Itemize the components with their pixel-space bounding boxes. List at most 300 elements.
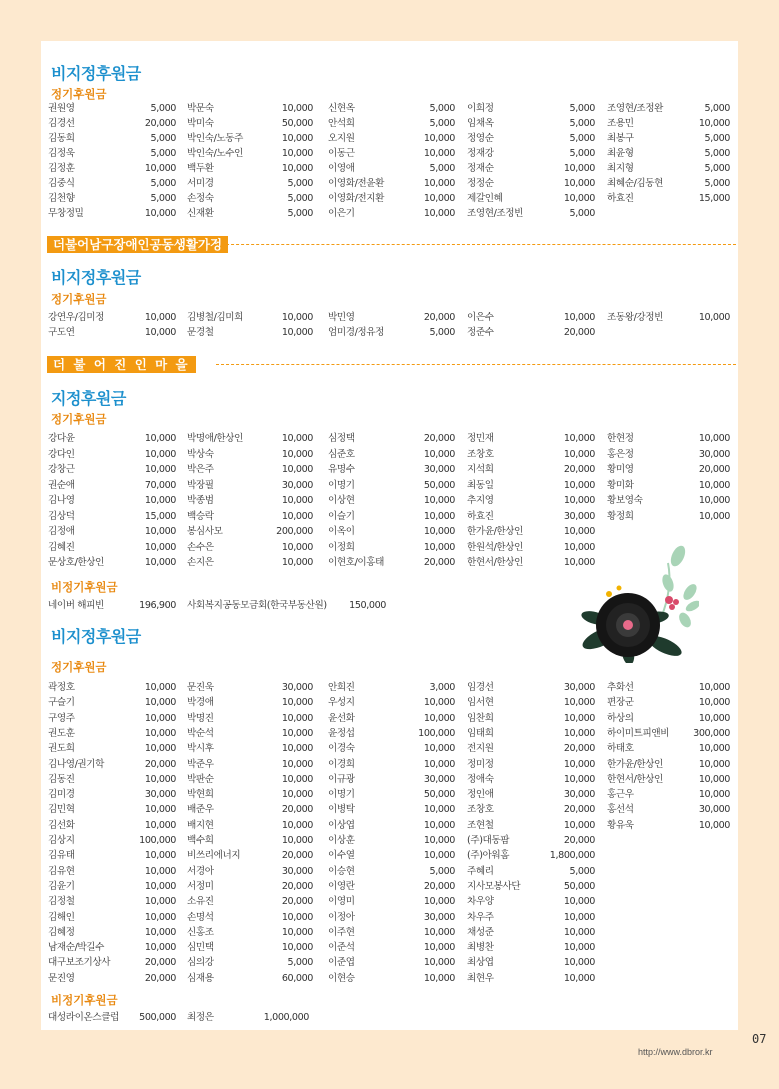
donor-amount: 10,000 <box>563 163 595 174</box>
donor-name: 소유진 <box>187 896 214 908</box>
donor-amount: 5,000 <box>429 103 455 114</box>
donor-name: 최상엽 <box>467 957 494 969</box>
donor-amount: 10,000 <box>698 118 730 129</box>
donor-name: 배준우 <box>187 804 214 816</box>
donor-name: 권원영 <box>48 103 75 114</box>
donor-amount: 10,000 <box>144 743 176 755</box>
donor-name: 이은수 <box>467 312 494 323</box>
donor-name: 정재강 <box>467 148 494 159</box>
donor-name: 김나영 <box>48 495 75 506</box>
donor-amount: 5,000 <box>569 148 595 159</box>
org-band: 더 불 어 진 인 마 을 <box>47 356 196 373</box>
donor-name: 임서현 <box>467 697 494 709</box>
donor-name: 이준석 <box>328 942 355 954</box>
donor-amount: 10,000 <box>144 850 176 862</box>
donor-name: 이슬기 <box>328 510 355 522</box>
donor-name: 김해인 <box>48 911 75 923</box>
subsection-heading: 정기후원금 <box>51 412 107 426</box>
subsection-heading: 비정기후원금 <box>51 993 118 1007</box>
donor-name: 정준수 <box>467 327 494 338</box>
donor-name: 이승현 <box>328 865 355 877</box>
donor-amount: 10,000 <box>698 433 730 444</box>
donor-amount: 10,000 <box>423 743 455 755</box>
donor-amount: 5,000 <box>569 865 595 877</box>
subsection-heading: 정기후원금 <box>51 292 107 306</box>
donor-name: 한현서/한상인 <box>467 557 524 568</box>
donor-amount: 10,000 <box>423 510 455 522</box>
donor-name: 한현서/한상인 <box>607 773 664 785</box>
donor-name: 최정은 <box>187 1012 214 1023</box>
donor-name: 구슬기 <box>48 697 75 709</box>
donor-amount: 10,000 <box>563 727 595 739</box>
donor-amount: 5,000 <box>287 193 313 204</box>
donor-name: 최봉구 <box>607 133 634 144</box>
donor-amount: 30,000 <box>563 682 595 693</box>
donor-name: 박판순 <box>187 773 214 785</box>
donor-name: 박명애/한상인 <box>187 433 244 444</box>
donor-name: 김상지 <box>48 835 75 846</box>
donor-amount: 30,000 <box>423 464 455 475</box>
donor-amount: 20,000 <box>563 743 595 755</box>
donor-name: 조영현/조정완 <box>607 103 664 114</box>
donor-name: 신홍조 <box>187 926 214 938</box>
donor-name: 전지원 <box>467 743 494 755</box>
donor-amount: 10,000 <box>563 526 595 537</box>
donor-amount: 10,000 <box>423 758 455 770</box>
donor-amount: 10,000 <box>563 773 595 785</box>
donor-name: 이은기 <box>328 208 355 219</box>
donor-amount: 50,000 <box>423 789 455 801</box>
donor-amount: 50,000 <box>423 479 455 491</box>
donor-amount: 10,000 <box>563 926 595 938</box>
donor-amount: 10,000 <box>563 433 595 444</box>
donor-amount: 10,000 <box>563 193 595 204</box>
donor-name: 이규광 <box>328 773 355 785</box>
donor-amount: 100,000 <box>418 727 455 739</box>
donor-name: 이경희 <box>328 758 355 770</box>
donor-amount: 10,000 <box>281 433 313 444</box>
donor-name: 박장필 <box>187 479 214 491</box>
donor-name: 신현옥 <box>328 103 355 114</box>
donor-name: 조용민 <box>607 118 634 129</box>
donor-name: 김선화 <box>48 819 75 831</box>
donor-name: 황보영숙 <box>607 495 643 506</box>
donor-amount: 30,000 <box>563 789 595 801</box>
donor-name: 안희진 <box>328 682 355 693</box>
donor-amount: 10,000 <box>281 926 313 938</box>
donor-amount: 10,000 <box>281 727 313 739</box>
donor-name: 이동근 <box>328 148 355 159</box>
donor-name: 대구보조기상사 <box>48 957 111 969</box>
dotted-divider <box>216 244 736 245</box>
donor-amount: 10,000 <box>281 163 313 174</box>
donor-name: 박명진 <box>187 712 214 724</box>
donor-amount: 10,000 <box>423 926 455 938</box>
donor-name: 홍근우 <box>607 789 634 801</box>
donor-name: 신재환 <box>187 208 214 219</box>
donor-amount: 20,000 <box>281 850 313 862</box>
donor-name: 손수은 <box>187 541 214 553</box>
donor-amount: 196,900 <box>139 600 176 611</box>
donor-name: 이명기 <box>328 479 355 491</box>
donor-amount: 10,000 <box>144 526 176 537</box>
donor-name: 이영란 <box>328 880 355 892</box>
donor-amount: 5,000 <box>569 103 595 114</box>
donor-amount: 10,000 <box>698 697 730 709</box>
donor-amount: 10,000 <box>144 682 176 693</box>
donor-name: 정재순 <box>467 163 494 174</box>
donor-amount: 20,000 <box>563 327 595 338</box>
donor-amount: 10,000 <box>144 880 176 892</box>
donor-amount: 10,000 <box>563 479 595 491</box>
donor-amount: 5,000 <box>287 208 313 219</box>
donor-amount: 20,000 <box>423 433 455 444</box>
donor-amount: 10,000 <box>698 712 730 724</box>
donor-name: 황미영 <box>607 464 634 475</box>
donor-amount: 10,000 <box>144 896 176 908</box>
donor-name: 백수희 <box>187 835 214 846</box>
donor-amount: 10,000 <box>423 133 455 144</box>
donor-amount: 20,000 <box>281 804 313 816</box>
donor-amount: 10,000 <box>281 464 313 475</box>
donor-name: 박시후 <box>187 743 214 755</box>
donor-amount: 10,000 <box>423 495 455 506</box>
donor-name: 이상훈 <box>328 835 355 846</box>
donor-amount: 10,000 <box>144 926 176 938</box>
donor-amount: 30,000 <box>423 773 455 785</box>
donor-amount: 10,000 <box>144 464 176 475</box>
donor-amount: 10,000 <box>281 789 313 801</box>
donor-name: 심민택 <box>187 942 214 954</box>
donor-amount: 10,000 <box>563 972 595 984</box>
donor-name: 정정순 <box>467 178 494 189</box>
donor-name: 배지현 <box>187 819 214 831</box>
donor-amount: 10,000 <box>423 896 455 908</box>
donor-name: 최병찬 <box>467 942 494 954</box>
donor-amount: 10,000 <box>281 835 313 846</box>
donor-name: 황유욱 <box>607 819 634 831</box>
donor-name: 조영현/조정빈 <box>467 208 524 219</box>
donor-amount: 150,000 <box>349 600 386 611</box>
donor-name: 박인숙/노동주 <box>187 133 244 144</box>
donor-amount: 30,000 <box>281 865 313 877</box>
donor-amount: 10,000 <box>563 957 595 969</box>
donor-name: 이상엽 <box>328 819 355 831</box>
donor-amount: 10,000 <box>563 819 595 831</box>
donor-amount: 1,000,000 <box>263 1012 309 1023</box>
donor-name: 황정희 <box>607 510 634 522</box>
donor-amount: 10,000 <box>423 193 455 204</box>
donor-name: 강다윤 <box>48 433 75 444</box>
donor-name: 손정숙 <box>187 193 214 204</box>
donor-name: 조현철 <box>467 819 494 831</box>
donor-name: 백두환 <box>187 163 214 174</box>
donor-name: 제갈인혜 <box>467 193 503 204</box>
donor-amount: 10,000 <box>144 697 176 709</box>
donor-name: 하태호 <box>607 743 634 755</box>
donor-amount: 10,000 <box>698 789 730 801</box>
donor-amount: 20,000 <box>423 312 455 323</box>
donor-amount: 30,000 <box>423 911 455 923</box>
donor-name: 박준우 <box>187 758 214 770</box>
donor-name: 박민영 <box>328 312 355 323</box>
section-heading: 비지정후원금 <box>51 268 141 287</box>
donor-amount: 10,000 <box>144 312 176 323</box>
donor-name: 김유현 <box>48 865 75 877</box>
donor-name: 봉심사모 <box>187 526 223 537</box>
donor-amount: 10,000 <box>423 972 455 984</box>
page-number: 07 <box>752 1032 767 1046</box>
donor-name: 문진욱 <box>187 682 214 693</box>
donor-name: 박문숙 <box>187 103 214 114</box>
donor-name: 하이미트피앤비 <box>607 727 670 739</box>
donor-amount: 10,000 <box>144 727 176 739</box>
donor-name: 김민혁 <box>48 804 75 816</box>
donor-name: 정애숙 <box>467 773 494 785</box>
donor-amount: 5,000 <box>569 208 595 219</box>
donor-amount: 10,000 <box>563 495 595 506</box>
donor-name: 차우양 <box>467 896 494 908</box>
donor-name: 권도희 <box>48 743 75 755</box>
donor-name: 김정욱 <box>48 148 75 159</box>
donor-name: 김동희 <box>48 133 75 144</box>
donor-name: 임채옥 <box>467 118 494 129</box>
donor-amount: 60,000 <box>281 972 313 984</box>
donor-amount: 10,000 <box>144 942 176 954</box>
donor-amount: 10,000 <box>144 208 176 219</box>
donor-amount: 10,000 <box>144 541 176 553</box>
donor-amount: 5,000 <box>704 148 730 159</box>
donor-amount: 20,000 <box>281 896 313 908</box>
donor-name: 곽정호 <box>48 682 75 693</box>
donor-amount: 50,000 <box>563 880 595 892</box>
donor-name: 박종범 <box>187 495 214 506</box>
donor-name: 오지원 <box>328 133 355 144</box>
donor-name: 박미숙 <box>187 118 214 129</box>
donor-name: 이영미 <box>328 896 355 908</box>
donor-amount: 10,000 <box>698 495 730 506</box>
donor-amount: 10,000 <box>144 865 176 877</box>
donor-name: 김미경 <box>48 789 75 801</box>
donor-name: 윤정섭 <box>328 727 355 739</box>
donor-name: 이경숙 <box>328 743 355 755</box>
donor-name: 최동일 <box>467 479 494 491</box>
donor-amount: 10,000 <box>281 510 313 522</box>
donor-name: 이정희 <box>328 541 355 553</box>
donor-name: 김경선 <box>48 118 75 129</box>
donor-name: 이병탁 <box>328 804 355 816</box>
donor-name: 박경애 <box>187 697 214 709</box>
donor-amount: 10,000 <box>423 526 455 537</box>
donor-amount: 5,000 <box>569 118 595 129</box>
donor-amount: 10,000 <box>281 911 313 923</box>
donor-name: 서경아 <box>187 865 214 877</box>
donor-amount: 5,000 <box>429 327 455 338</box>
donor-amount: 10,000 <box>144 804 176 816</box>
donor-amount: 10,000 <box>281 819 313 831</box>
donor-amount: 1,800,000 <box>549 850 595 862</box>
donor-amount: 10,000 <box>281 758 313 770</box>
donor-name: 김중식 <box>48 178 75 189</box>
donor-name: 최현우 <box>467 972 494 984</box>
donor-name: 윤선화 <box>328 712 355 724</box>
donor-amount: 10,000 <box>144 433 176 444</box>
donor-name: 대성라이온스클럽 <box>48 1012 119 1023</box>
donor-name: 하효진 <box>607 193 634 204</box>
donor-amount: 20,000 <box>144 972 176 984</box>
donor-name: 하효진 <box>467 510 494 522</box>
section-heading: 비지정후원금 <box>51 64 141 83</box>
donor-amount: 10,000 <box>563 697 595 709</box>
donor-name: 김유태 <box>48 850 75 862</box>
donor-name: 이수열 <box>328 850 355 862</box>
donor-amount: 5,000 <box>287 957 313 969</box>
donor-name: (주)아워홈 <box>467 850 510 862</box>
donor-name: 박순석 <box>187 727 214 739</box>
donor-name: 조동왕/강정빈 <box>607 312 664 323</box>
donor-amount: 15,000 <box>144 510 176 522</box>
donor-name: 이준엽 <box>328 957 355 969</box>
donor-name: 조창호 <box>467 448 494 460</box>
donor-amount: 10,000 <box>563 942 595 954</box>
donor-name: 김상덕 <box>48 510 75 522</box>
donor-name: 하상의 <box>607 712 634 724</box>
donor-name: 문경철 <box>187 327 214 338</box>
donor-amount: 10,000 <box>563 178 595 189</box>
donor-amount: 20,000 <box>144 957 176 969</box>
donor-name: 문상호/한상인 <box>48 557 105 568</box>
donor-amount: 10,000 <box>281 312 313 323</box>
donor-amount: 10,000 <box>563 541 595 553</box>
donor-amount: 10,000 <box>423 712 455 724</box>
donor-name: 추화선 <box>607 682 634 693</box>
donor-name: 심의강 <box>187 957 214 969</box>
donor-name: 이명기 <box>328 789 355 801</box>
donor-name: 손지은 <box>187 557 214 568</box>
donor-name: 한가윤/한상인 <box>607 758 664 770</box>
donor-name: 강창근 <box>48 464 75 475</box>
donor-amount: 20,000 <box>281 880 313 892</box>
donor-name: 최지형 <box>607 163 634 174</box>
donor-amount: 10,000 <box>144 712 176 724</box>
donor-amount: 5,000 <box>704 133 730 144</box>
donor-name: 구도연 <box>48 327 75 338</box>
donor-amount: 5,000 <box>704 103 730 114</box>
donor-name: 이영애 <box>328 163 355 174</box>
donor-name: 이주현 <box>328 926 355 938</box>
donor-amount: 20,000 <box>144 758 176 770</box>
donor-amount: 20,000 <box>423 880 455 892</box>
donor-name: 임경선 <box>467 682 494 693</box>
donor-amount: 500,000 <box>139 1012 176 1023</box>
subsection-heading: 정기후원금 <box>51 87 107 101</box>
donor-amount: 10,000 <box>423 819 455 831</box>
donor-amount: 5,000 <box>150 103 176 114</box>
donor-amount: 30,000 <box>281 479 313 491</box>
donor-name: 유명수 <box>328 464 355 475</box>
donor-amount: 10,000 <box>423 850 455 862</box>
donor-amount: 200,000 <box>276 526 313 537</box>
donor-amount: 20,000 <box>563 464 595 475</box>
donor-amount: 5,000 <box>704 163 730 174</box>
donor-amount: 10,000 <box>423 208 455 219</box>
donor-name: 이현호/이홍태 <box>328 557 385 568</box>
donor-amount: 10,000 <box>144 163 176 174</box>
donor-name: 권순애 <box>48 479 75 491</box>
donor-amount: 10,000 <box>698 682 730 693</box>
donor-name: 정인애 <box>467 789 494 801</box>
donor-name: 김정철 <box>48 896 75 908</box>
donor-name: 지석희 <box>467 464 494 475</box>
donor-amount: 10,000 <box>423 148 455 159</box>
donor-amount: 10,000 <box>281 557 313 568</box>
donor-name: 무창정밀 <box>48 208 84 219</box>
donor-name: 심정택 <box>328 433 355 444</box>
donor-name: 비쓰리에너지 <box>187 850 241 862</box>
donor-name: 김천향 <box>48 193 75 204</box>
donor-amount: 20,000 <box>144 118 176 129</box>
donor-amount: 10,000 <box>423 448 455 460</box>
page-content <box>41 41 738 1030</box>
donor-name: 박상숙 <box>187 448 214 460</box>
donor-amount: 20,000 <box>698 464 730 475</box>
donor-name: 조창호 <box>467 804 494 816</box>
subsection-heading: 비정기후원금 <box>51 580 118 594</box>
donor-name: 서정미 <box>187 880 214 892</box>
donor-amount: 20,000 <box>423 557 455 568</box>
donor-name: 강다인 <box>48 448 75 460</box>
donor-name: 이영화/전지환 <box>328 193 385 204</box>
donor-name: 한원석/한상인 <box>467 541 524 553</box>
donor-amount: 70,000 <box>144 479 176 491</box>
donor-amount: 5,000 <box>150 178 176 189</box>
donor-amount: 10,000 <box>698 773 730 785</box>
donor-amount: 10,000 <box>144 819 176 831</box>
donor-amount: 10,000 <box>144 557 176 568</box>
donor-name: 심재용 <box>187 972 214 984</box>
donor-amount: 10,000 <box>144 911 176 923</box>
donor-name: 이상현 <box>328 495 355 506</box>
donor-name: 이현승 <box>328 972 355 984</box>
donor-name: 김혜정 <box>48 926 75 938</box>
footer-url: http://www.dbror.kr <box>638 1047 713 1057</box>
donor-name: 이정아 <box>328 911 355 923</box>
donor-name: 강연우/김미정 <box>48 312 105 323</box>
donor-name: 박인숙/노수인 <box>187 148 244 159</box>
donor-name: 편장군 <box>607 697 634 709</box>
donor-name: 이옥이 <box>328 526 355 537</box>
donor-name: 손명석 <box>187 911 214 923</box>
donor-name: 이희정 <box>467 103 494 114</box>
donor-name: 임찬희 <box>467 712 494 724</box>
subsection-heading: 정기후원금 <box>51 660 107 674</box>
donor-name: 구영주 <box>48 712 75 724</box>
donor-amount: 5,000 <box>569 133 595 144</box>
donor-name: 김정애 <box>48 526 75 537</box>
donor-name: 남재순/박길수 <box>48 942 105 954</box>
donor-amount: 10,000 <box>423 942 455 954</box>
donor-amount: 10,000 <box>698 743 730 755</box>
donor-amount: 10,000 <box>563 896 595 908</box>
donor-name: 안석희 <box>328 118 355 129</box>
donor-name: 지사모봉사단 <box>467 880 521 892</box>
flower-decoration-icon <box>573 528 699 663</box>
donor-amount: 10,000 <box>281 697 313 709</box>
donor-amount: 10,000 <box>698 510 730 522</box>
donor-amount: 10,000 <box>423 957 455 969</box>
donor-name: 한현정 <box>607 433 634 444</box>
donor-name: 김정훈 <box>48 163 75 174</box>
